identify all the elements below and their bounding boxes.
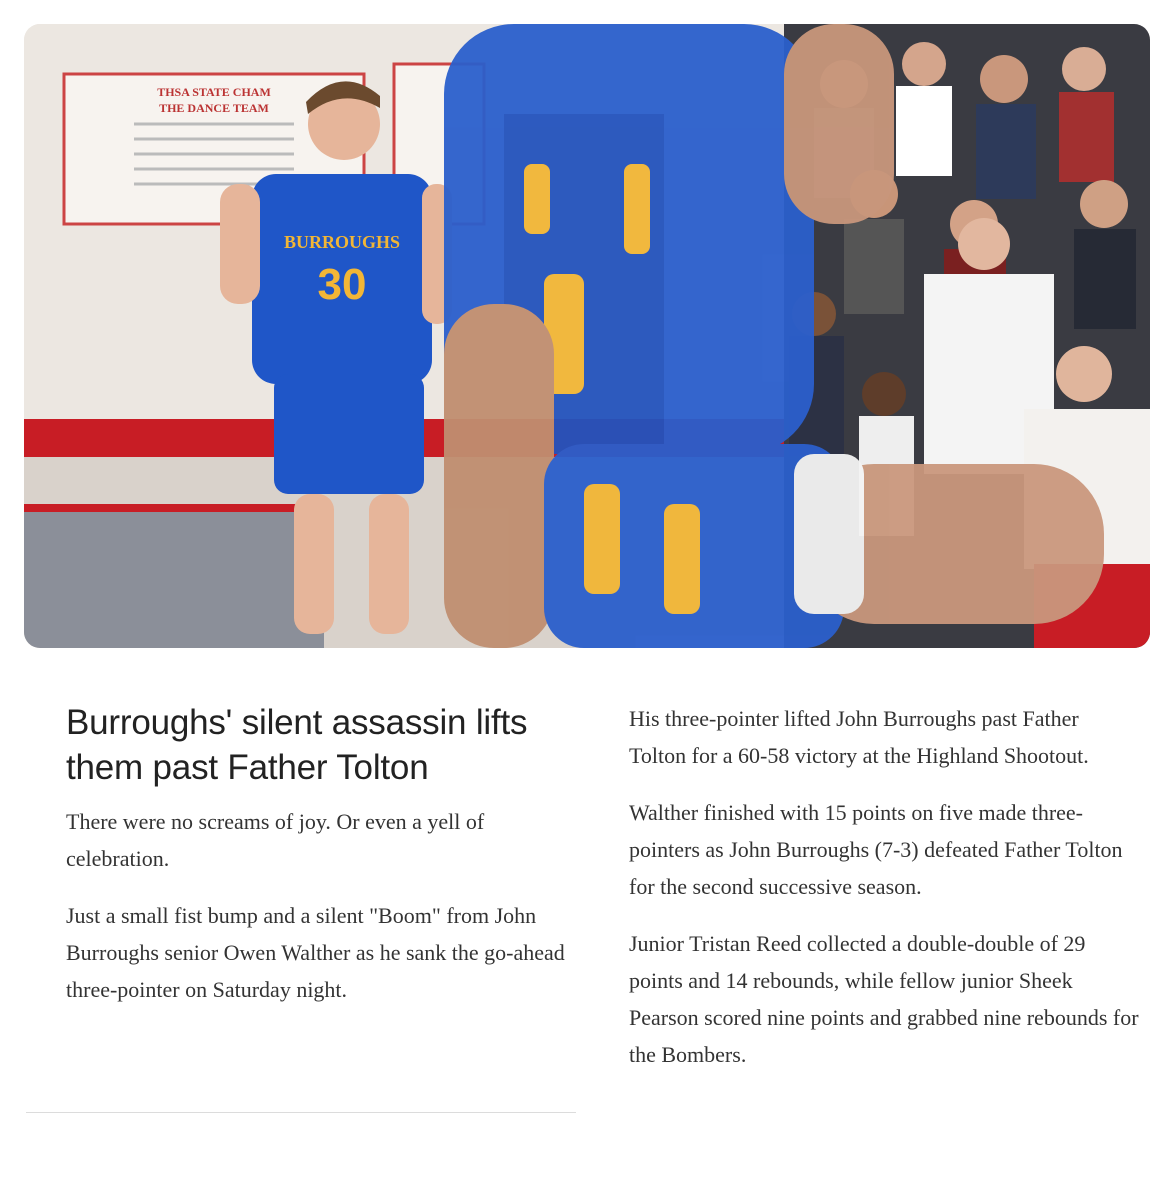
paragraph: There were no screams of joy. Or even a yell of celebration. (66, 809, 485, 871)
hero-photo (24, 24, 1150, 648)
svg-text:BURROUGHS: BURROUGHS (283, 232, 401, 252)
article-right-column (629, 700, 1139, 1093)
paragraph: Just a small fist bump and a silent "Boom" from John Burroughs senior Owen Walther as he sank the go-ahead three-pointer on Saturday night. (66, 903, 565, 1002)
basketball-game-photo (24, 24, 1150, 648)
article-headline: Burroughs' silent assassin lifts them past Father Tolton (66, 703, 528, 787)
svg-text:30: 30 (317, 260, 367, 309)
svg-text:THSA STATE CHAM: THSA STATE CHAM (157, 85, 271, 99)
paragraph: Junior Tristan Reed collected a double-double of 29 points and 14 rebounds, while fellow junior Sheek Pearson scored nine points and grabbed nine rebounds for the Bombers. (629, 931, 1139, 1067)
paragraph: Walther finished with 15 points on five made three-pointers as John Burroughs (7-3) defeated Father Tolton for the second successive season. (629, 800, 1123, 899)
divider (26, 1112, 576, 1113)
svg-text:THE DANCE TEAM: THE DANCE TEAM (159, 101, 269, 115)
article-left-column (66, 700, 576, 1028)
paragraph: His three-pointer lifted John Burroughs past Father Tolton for a 60-58 victory at the Highland Shootout. (629, 706, 1089, 768)
